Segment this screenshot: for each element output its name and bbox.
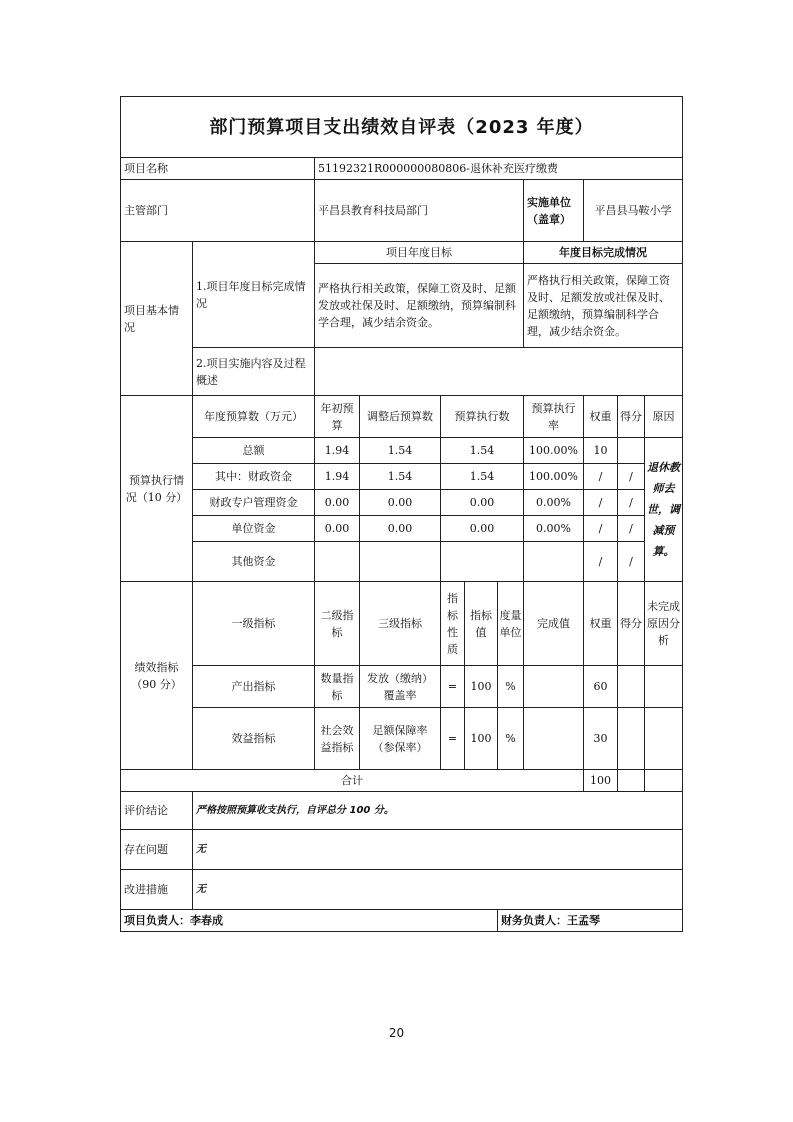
basic-info-label: 项目基本情况 — [121, 242, 193, 396]
impl-unit-label: 实施单位（盖章） — [524, 180, 584, 242]
budget-header-rate: 预算执行率 — [524, 396, 584, 438]
budget-row-rate: 0.00% — [524, 516, 584, 542]
perf-header-level2: 二级指标 — [315, 582, 360, 666]
budget-header-executed: 预算执行数 — [441, 396, 524, 438]
budget-row-rate: 100.00% — [524, 464, 584, 490]
perf-row-level2: 数量指标 — [315, 666, 360, 708]
budget-row-executed: 1.54 — [441, 438, 524, 464]
perf-row — [121, 708, 683, 770]
project-lead: 项目负责人：李春成 — [121, 910, 498, 932]
budget-header-adjusted: 调整后预算数 — [360, 396, 441, 438]
perf-header-level1: 一级指标 — [193, 582, 315, 666]
perf-header-weight: 权重 — [584, 582, 618, 666]
budget-row — [121, 464, 683, 490]
budget-row-rate: 100.00% — [524, 438, 584, 464]
problems-label: 存在问题 — [121, 830, 193, 870]
budget-row-weight: / — [584, 490, 618, 516]
total-reason — [645, 770, 683, 792]
dept-label: 主管部门 — [121, 180, 315, 242]
project-name-label: 项目名称 — [121, 158, 315, 180]
perf-row-value: 100 — [465, 666, 498, 708]
perf-row-level2: 社会效益指标 — [315, 708, 360, 770]
perf-row-level1: 产出指标 — [193, 666, 315, 708]
perf-row-nature: = — [441, 666, 465, 708]
budget-row-executed — [441, 542, 524, 582]
perf-row-score — [618, 708, 645, 770]
perf-row-unit: % — [498, 708, 524, 770]
total-label: 合计 — [121, 770, 584, 792]
conclusion-value: 严格按照预算收支执行，自评总分 100 分。 — [193, 792, 683, 830]
perf-section-label: 绩效指标（90 分） — [121, 582, 193, 770]
perf-row — [121, 666, 683, 708]
finance-lead: 财务负责人：王孟琴 — [498, 910, 683, 932]
goal-label: 1.项目年度目标完成情况 — [193, 242, 315, 348]
total-score — [618, 770, 645, 792]
budget-row-initial: 1.94 — [315, 438, 360, 464]
perf-header-reason: 未完成原因分析 — [645, 582, 683, 666]
problems-value: 无 — [193, 830, 683, 870]
budget-header-weight: 权重 — [584, 396, 618, 438]
budget-header-score: 得分 — [618, 396, 645, 438]
budget-row-adjusted: 1.54 — [360, 464, 441, 490]
budget-row-executed: 0.00 — [441, 490, 524, 516]
goal-header: 项目年度目标 — [315, 242, 524, 264]
budget-row-rate: 0.00% — [524, 490, 584, 516]
perf-header-nature: 指标性质 — [441, 582, 465, 666]
perf-row-score — [618, 666, 645, 708]
goal-text: 严格执行相关政策，保障工资及时、足额发放或社保及时、足额缴纳，预算编制科学合理，减少结余资金。 — [315, 264, 524, 348]
budget-row-adjusted: 0.00 — [360, 490, 441, 516]
evaluation-table — [120, 96, 683, 932]
perf-header-score: 得分 — [618, 582, 645, 666]
budget-row-weight: 10 — [584, 438, 618, 464]
budget-row-initial: 0.00 — [315, 490, 360, 516]
perf-row-weight: 30 — [584, 708, 618, 770]
budget-row-score: / — [618, 516, 645, 542]
budget-row-adjusted — [360, 542, 441, 582]
budget-row-executed: 0.00 — [441, 516, 524, 542]
budget-row-name: 财政专户管理资金 — [193, 490, 315, 516]
perf-header-unit: 度量单位 — [498, 582, 524, 666]
perf-row-reason — [645, 666, 683, 708]
improvements-label: 改进措施 — [121, 870, 193, 910]
budget-row-adjusted: 0.00 — [360, 516, 441, 542]
perf-row-level1: 效益指标 — [193, 708, 315, 770]
budget-row-weight: / — [584, 464, 618, 490]
budget-row-initial: 0.00 — [315, 516, 360, 542]
done-header: 年度目标完成情况 — [524, 242, 683, 264]
page-title: 部门预算项目支出绩效自评表（2023 年度） — [121, 97, 683, 158]
budget-row-score: / — [618, 542, 645, 582]
conclusion-label: 评价结论 — [121, 792, 193, 830]
budget-row-initial — [315, 542, 360, 582]
impl-unit-value: 平昌县马鞍小学 — [584, 180, 683, 242]
perf-row-level3: 发放（缴纳）覆盖率 — [360, 666, 441, 708]
perf-row-unit: % — [498, 666, 524, 708]
budget-row-rate — [524, 542, 584, 582]
page-number: 20 — [388, 1026, 405, 1040]
budget-row-initial: 1.94 — [315, 464, 360, 490]
dept-value: 平昌县教育科技局部门 — [315, 180, 524, 242]
budget-row-name: 单位资金 — [193, 516, 315, 542]
perf-row-done — [524, 708, 584, 770]
perf-row-nature: = — [441, 708, 465, 770]
content-value — [315, 348, 683, 396]
budget-row-score — [618, 438, 645, 464]
budget-row-executed: 1.54 — [441, 464, 524, 490]
budget-header-reason: 原因 — [645, 396, 683, 438]
budget-row-adjusted: 1.54 — [360, 438, 441, 464]
perf-row-level3: 足额保障率（参保率） — [360, 708, 441, 770]
budget-row-weight: / — [584, 516, 618, 542]
perf-row-weight: 60 — [584, 666, 618, 708]
perf-row-reason — [645, 708, 683, 770]
budget-row — [121, 542, 683, 582]
budget-row-score: / — [618, 490, 645, 516]
budget-header-amount: 年度预算数（万元） — [193, 396, 315, 438]
budget-row-score: / — [618, 464, 645, 490]
content-label: 2.项目实施内容及过程概述 — [193, 348, 315, 396]
budget-row — [121, 438, 683, 464]
budget-row-name: 其他资金 — [193, 542, 315, 582]
budget-header-initial: 年初预算 — [315, 396, 360, 438]
total-weight: 100 — [584, 770, 618, 792]
budget-row-name: 其中：财政资金 — [193, 464, 315, 490]
done-text: 严格执行相关政策，保障工资及时、足额发放或社保及时、足额缴纳，预算编制科学合理，减少结余资金。 — [524, 264, 683, 348]
budget-reason: 退休教师去世，调减预算。 — [645, 438, 683, 582]
perf-header-value: 指标值 — [465, 582, 498, 666]
perf-row-value: 100 — [465, 708, 498, 770]
budget-section-label: 预算执行情况（10 分） — [121, 396, 193, 582]
budget-row — [121, 490, 683, 516]
improvements-value: 无 — [193, 870, 683, 910]
budget-row-weight: / — [584, 542, 618, 582]
budget-row-name: 总额 — [193, 438, 315, 464]
perf-row-done — [524, 666, 584, 708]
project-name-value: 51192321R000000080806-退休补充医疗缴费 — [315, 158, 683, 180]
budget-row — [121, 516, 683, 542]
perf-header-level3: 三级指标 — [360, 582, 441, 666]
perf-header-done: 完成值 — [524, 582, 584, 666]
evaluation-form — [120, 96, 682, 932]
